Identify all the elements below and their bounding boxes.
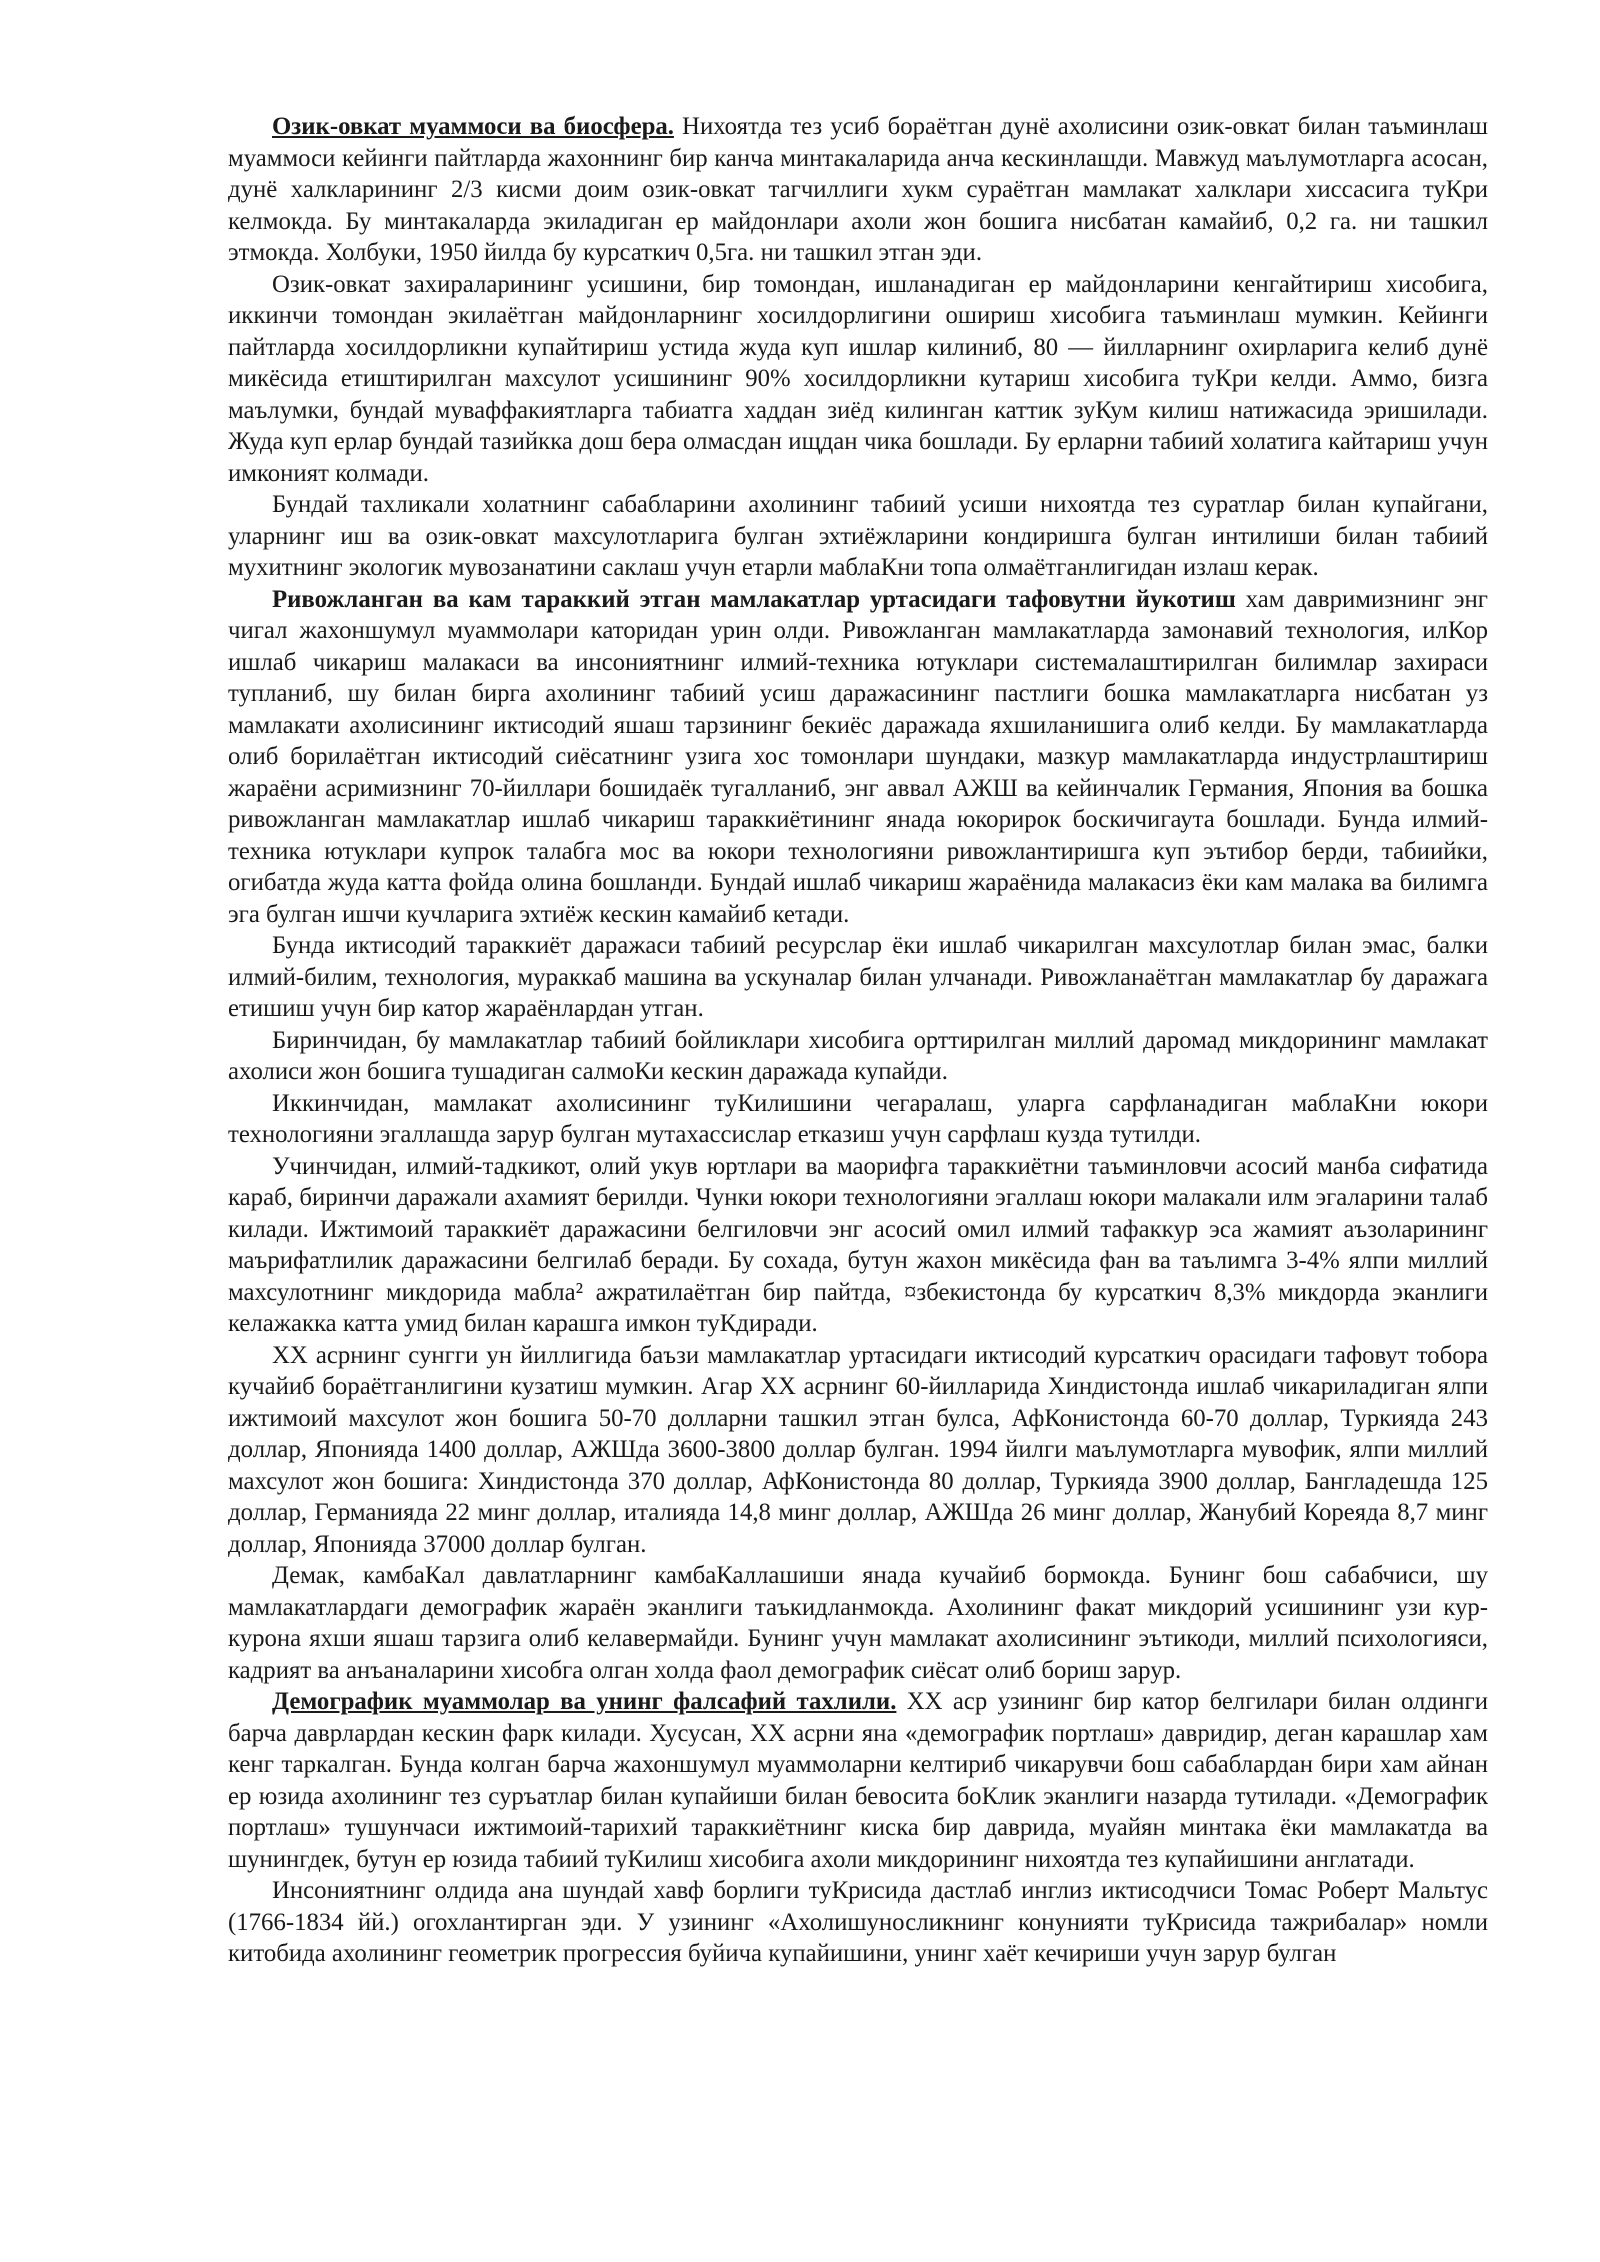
paragraph-development-gap — [228, 584, 1488, 931]
paragraph-text: Нихоятда тез усиб бораётган дунё ахолисини озик-овкат билан таъминлаш муаммоси кейинги пайтларда жахоннинг бир канча минтакаларида анча кескинлашди. Мавжуд маълумотларга асосан, дунё халкларининг 2/3 кисми доим озик-овкат тагчиллиги хукм сураётган мамлакат халклари хиссасига туКри келмокда. Бу минтакаларда экиладиган ер майдонлари ахоли жон бошига нисбатан камайиб, 0,2 га. ни ташкил этмокда. Холбуки, 1950 йилда бу курсаткич 0,5га. ни ташкил этган эди. — [228, 113, 1488, 266]
section-heading-food-biosphere: Озик-овкат муаммоси ва биосфера. — [272, 113, 674, 140]
paragraph-secondly — [228, 1088, 1488, 1151]
paragraph-text: Иккинчидан, мамлакат ахолисининг туКилишини чегаралаш, уларга сарфланадиган маблаКни юкори технологияни эгаллашда зарур булган мутахассислар етказиш учун сарфлаш кузда тутилди. — [228, 1089, 1488, 1148]
paragraph-text: XX аср узининг бир катор белгилари билан олдинги барча даврлардан кескин фарк килади. Хусусан, XX асрни яна «демографик портлаш» давридир, деган карашлар хам кенг таркалган. Бунда колган барча жахоншумул муаммоларни келтириб чикарувчи бош сабаблардан бири хам айнан ер юзида ахолининг тез суръатлар билан купайиши билан бевосита боКлик эканлиги назарда тутилади. «Демографик портлаш» тушунчаси ижтимоий-тарихий тараккиётнинг киска бир даврида, муайян минтака ёки мамлакатда ва шунингдек, бутун ер юзида табиий туКилиш хисобига ахоли микдорининг нихоятда тез купайишини англатади. — [228, 1688, 1488, 1873]
paragraph-text: хам давримизнинг энг чигал жахоншумул муаммолари каторидан урин олди. Ривожланган мамлакатларда замонавий технология, илКор ишлаб чикариш малакаси ва инсониятнинг илмий-техника ютуклари системалаштирилган билимлар захираси тупланиб, шу билан бирга ахолининг табиий усиш даражасининг пастлиги бошка мамлакатларга нисбатан уз мамлакати ахолисининг иктисодий яшаш тарзининг бекиёс даражада яхшиланишига олиб келди. Бу мамлакатларда олиб борилаётган иктисодий сиёсатнинг узига хос томонлари шундаки, мазкур мамлакатларда индустрлаштириш жараёни асримизнинг 70-йиллари бошидаёк тугалланиб, энг аввал АЖШ ва кейинчалик Германия, Япония ва бошка ривожланган мамлакатлар ишлаб чикариш тараккиётининг янада юкорирок боскичигаута бошлади. Бунда илмий-техника ютуклари купрок талабга мос ва юкори технологияни ривожлантиришга куп эътибор берди, табиийки, огибатда жуда катта фойда олина бошланди. Бундай ишлаб чикариш жараёнида малакасиз ёки кам малака ва билимга эга булган ишчи кучларига эхтиёж кескин камайиб кетади. — [228, 585, 1488, 928]
paragraph-poverty — [228, 1560, 1488, 1686]
section-heading-demographic: Демографик муаммолар ва унинг фалсафий тахлили. — [272, 1688, 897, 1715]
paragraph-text: Биринчидан, бу мамлакатлар табиий бойликлари хисобига орттирилган миллий даромад микдорининг мамлакат ахолиси жон бошига тушадиган салмоКи кескин даражада купайди. — [228, 1026, 1488, 1085]
paragraph-economic-level — [228, 930, 1488, 1025]
paragraph-malthus — [228, 1875, 1488, 1970]
paragraph-text: Инсониятнинг олдида ана шундай хавф борлиги туКрисида дастлаб инглиз иктисодчиси Томас Роберт Мальтус (1766-1834 йй.) огохлантирган эди. У узининг «Ахолишуносликнинг конунияти туКрисида тажрибалар» номли китобида ахолининг геометрик прогрессия буйича купайишини, унинг хаёт кечириши учун зарур булган — [228, 1877, 1488, 1967]
paragraph-gdp-comparison — [228, 1340, 1488, 1561]
paragraph-text: Озик-овкат захираларининг усишини, бир томондан, ишланадиган ер майдонларини кенгайтириш хисобига, иккинчи томондан экилаётган майдонларнинг хосилдорлигини ошириш хисобига таъминлаш мумкин. Кейинги пайтларда хосилдорликни купайтириш устида жуда куп ишлар килиниб, 80 — йилларнинг охирларига келиб дунё микёсида етиштирилган махсулот усишининг 90% хосилдорликни кутариш хисобига туКри келди. Аммо, бизга маълумки, бундай муваффакиятларга табиатга хаддан зиёд килинган каттик зуКум килиш натижасида эришилади. Жуда куп ерлар бундай тазийкка дош бера олмасдан ищдан чика бошлади. Бу ерларни табиий холатига кайтариш учун имконият колмади. — [228, 270, 1488, 487]
paragraph-food-problem — [228, 111, 1488, 269]
paragraph-firstly — [228, 1025, 1488, 1088]
paragraph-text: Бунда иктисодий тараккиёт даражаси табиий ресурслар ёки ишлаб чикарилган махсулотлар билан эмас, балки илмий-билим, технология, мураккаб машина ва ускуналар билан улчанади. Ривожланаётган мамлакатлар бу даражага етишиш учун бир катор жараёнлардан утган. — [228, 932, 1488, 1022]
paragraph-text: Демак, камбаКал давлатларнинг камбаКаллашиши янада кучайиб бормокда. Бунинг бош сабабчиси, шу мамлакатлардаги демографик жараён эканлиги таъкидланмокда. Ахолининг факат микдорий усишининг узи кур-курона яхши яшаш тарзига олиб келавермайди. Бунинг учун мамлакат ахолисининг эътикоди, миллий психологияси, кадрият ва анъаналарини хисобга олган холда фаол демографик сиёсат олиб бориш зарур. — [228, 1562, 1488, 1684]
document-page — [228, 111, 1488, 1970]
paragraph-food-reserves — [228, 269, 1488, 490]
paragraph-demographic — [228, 1686, 1488, 1875]
paragraph-thirdly — [228, 1151, 1488, 1340]
paragraph-text: Учинчидан, илмий-тадкикот, олий укув юртлари ва маорифга тараккиётни таъминловчи асосий манба сифатида караб, биринчи даражали ахамият берилди. Чунки юкори технологияни эгаллаш юкори малакали илм эгаларини талаб килади. Ижтимоий тараккиёт даражасини белгиловчи энг асосий омил илмий тафаккур эса жамият аъзоларининг маърифатлилик даражасини белгилаб беради. Бу сохада, бутун жахон микёсида фан ва таълимга 3-4% ялпи миллий махсулотнинг микдорида мабла² ажратилаётган бир пайтда, ¤збекистонда бу курсаткич 8,3% микдорда эканлиги келажакка катта умид билан карашга имкон туКдиради. — [228, 1152, 1488, 1337]
paragraph-danger-causes — [228, 489, 1488, 584]
paragraph-text: Бундай тахликали холатнинг сабабларини ахолининг табиий усиши нихоятда тез суратлар билан купайгани, уларнинг иш ва озик-овкат махсулотларига булган эхтиёжларини кондиришга булган интилиши билан табиий мухитнинг экологик мувозанатини саклаш учун етарли маблаКни топа олмаётганлигидан излаш керак. — [228, 491, 1488, 581]
paragraph-text: XX асрнинг сунгги ун йиллигида баъзи мамлакатлар уртасидаги иктисодий курсаткич орасидаги тафовут тобора кучайиб бораётганлигини кузатиш мумкин. Агар XX асрнинг 60-йилларида Хиндистонда ишлаб чикариладиган ялпи ижтимоий махсулот жон бошига 50-70 долларни ташкил этган булса, АфКонистонда 60-70 доллар, Туркияда 243 доллар, Японияда 1400 доллар, АЖШда 3600-3800 доллар булган. 1994 йилги маълумотларга мувофик, ялпи миллий махсулот жон бошига: Хиндистонда 370 доллар, АфКонистонда 80 доллар, Туркияда 3900 доллар, Бангладешда 125 доллар, Германияда 22 минг доллар, италияда 14,8 минг доллар, АЖШда 26 минг доллар, Жанубий Кореяда 8,7 минг доллар, Японияда 37000 доллар булган. — [228, 1341, 1488, 1558]
section-heading-development-gap: Ривожланган ва кам тараккий этган мамлакатлар уртасидаги тафовутни йукотиш — [272, 585, 1236, 613]
